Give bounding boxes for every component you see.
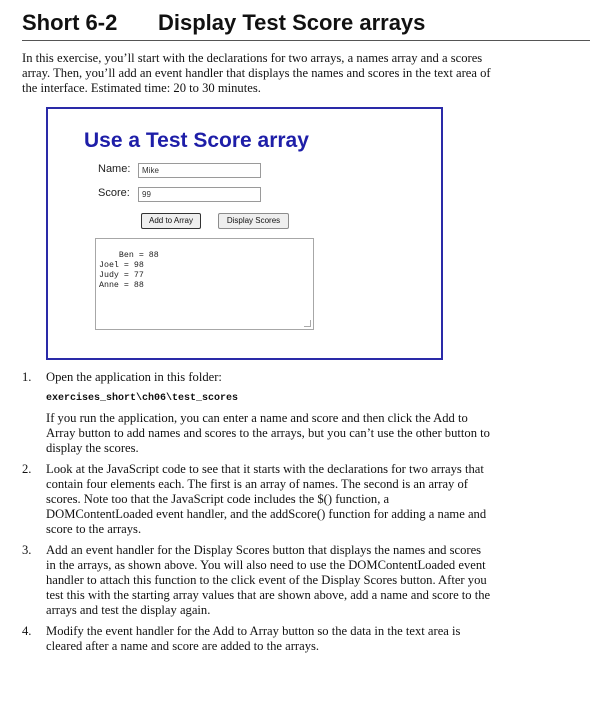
step-list <box>22 370 492 660</box>
score-input[interactable]: 99 <box>138 187 261 202</box>
step-item <box>22 624 492 654</box>
step-item <box>22 462 492 537</box>
step-number: 2. <box>22 462 32 476</box>
add-to-array-button[interactable]: Add to Array <box>141 213 201 229</box>
app-title: Use a Test Score array <box>84 129 309 152</box>
step-text: Look at the JavaScript code to see that it starts with the declarations for two arrays that contain four elements each. The first is an array of names. The second is an array of scores. Note too that the JavaScript code includes the $() function, a DOMContentLoaded event handler, and the addScore() function for adding a name and score to the arrays. <box>46 462 487 536</box>
resize-handle-icon[interactable] <box>304 320 311 327</box>
step-item <box>22 543 492 618</box>
step-number: 1. <box>22 370 32 384</box>
step-text: Add an event handler for the Display Scores button that displays the names and scores in the arrays, as shown above. You will also need to use the DOMContentLoaded event handler to attach this function to the click event of the Display Scores button. After you test this with the starting array values that are shown above, add a name and score to the arrays and test the display again. <box>46 543 491 617</box>
exercise-title: Display Test Score arrays <box>158 10 426 35</box>
step-number: 4. <box>22 624 32 638</box>
display-scores-button[interactable]: Display Scores <box>218 213 289 229</box>
app-screenshot <box>46 107 443 360</box>
name-label: Name: <box>98 163 131 175</box>
step-number: 3. <box>22 543 32 557</box>
step-text: Open the application in this folder: <box>46 370 222 384</box>
step-text: If you run the application, you can enter a name and score and then click the Add to Array button to add names and scores to the arrays, but you can’t use the other button to display the scores. <box>46 411 490 455</box>
name-input[interactable]: Mike <box>138 163 261 178</box>
folder-path: exercises_short\ch06\test_scores <box>46 393 239 404</box>
step-text: Modify the event handler for the Add to Array button so the data in the text area is cleared after a name and score are added to the arrays. <box>46 624 461 653</box>
exercise-heading <box>22 10 590 41</box>
step-item <box>22 370 492 456</box>
scores-output-text: Ben = 88 Joel = 98 Judy = 77 Anne = 88 <box>99 251 159 290</box>
intro-paragraph: In this exercise, you’ll start with the declarations for two arrays, a names array and a scores array. Then, you’ll add an event handler that displays the names and scores in the text area of the interface. Estimated time: 20 to 30 minutes. <box>22 51 491 95</box>
score-label: Score: <box>98 187 130 199</box>
scores-textarea[interactable] <box>95 238 314 330</box>
exercise-number: Short 6-2 <box>22 10 118 35</box>
